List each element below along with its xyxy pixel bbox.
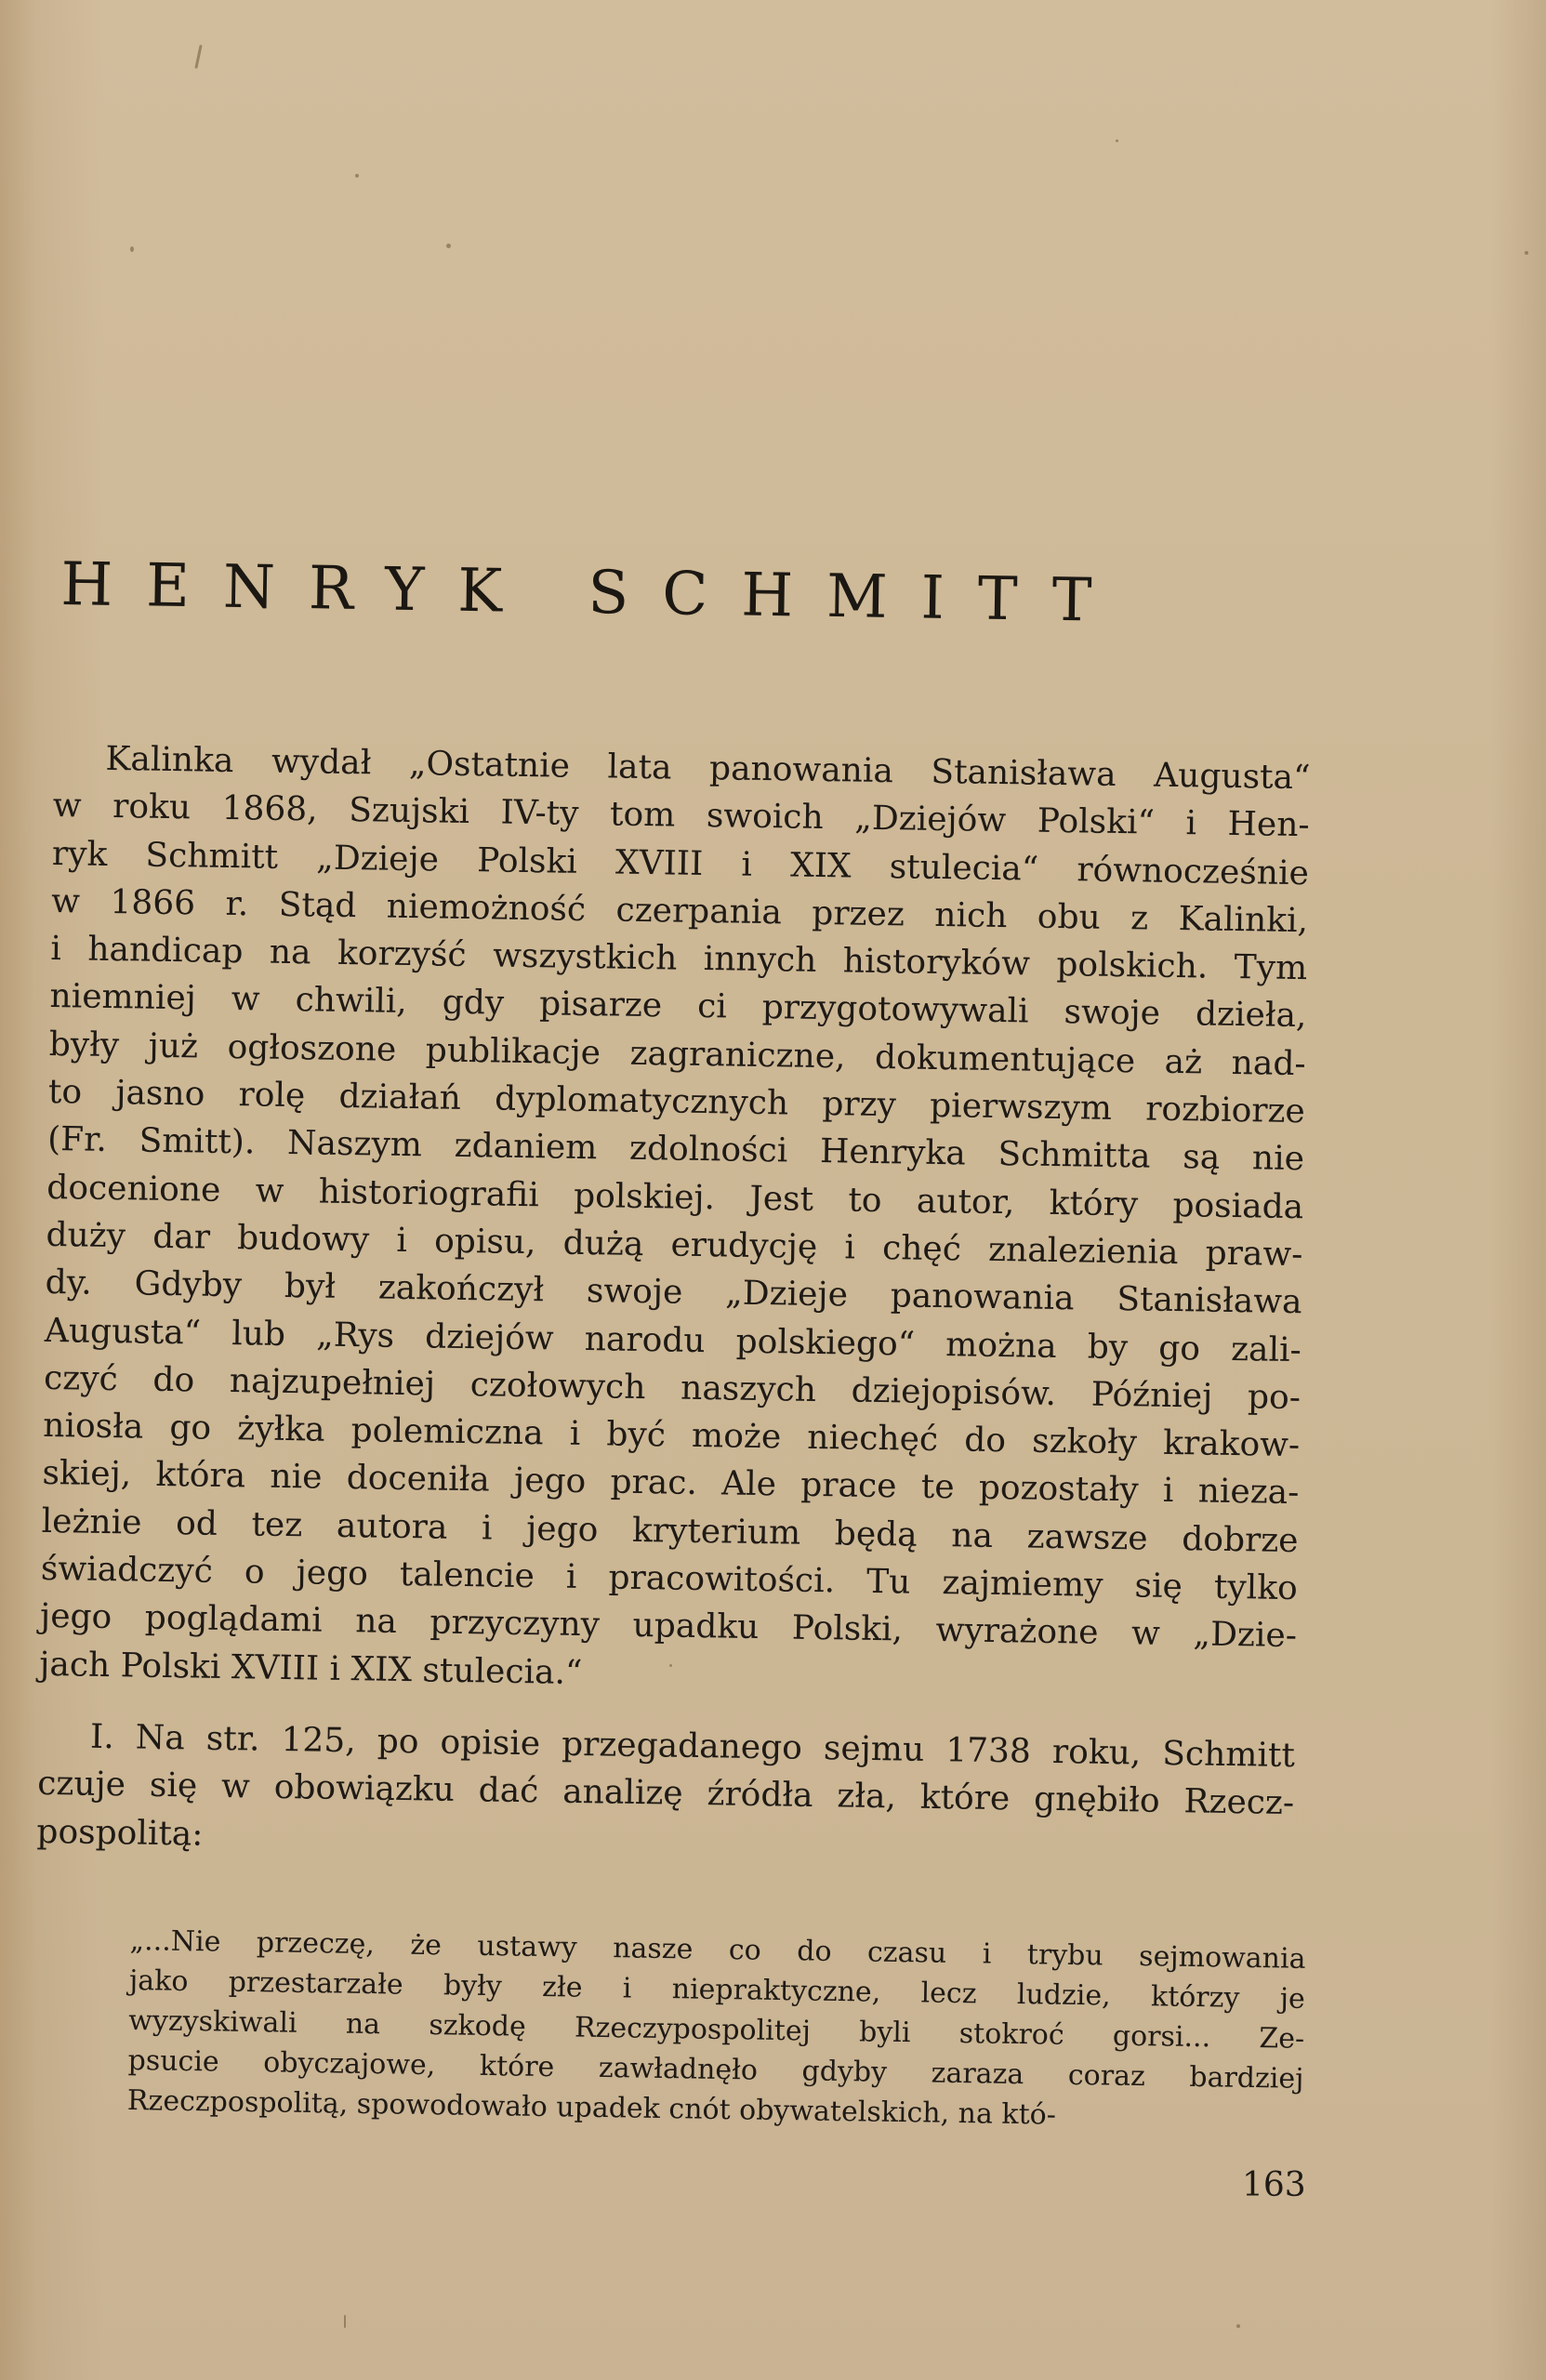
paragraph <box>39 734 1311 1708</box>
text-line: w roku 1868, Szujski IV-ty tom swoich „Dziejów Polski“ i Hen- <box>52 787 1310 845</box>
text-line: w 1866 r. Stąd niemożność czerpania przez nich obu z Kalinki, <box>50 881 1309 941</box>
text-line: docenione w historiografii polskiej. Jest to autor, który posiada <box>46 1168 1304 1226</box>
text-line: duży dar budowy i opisu, dużą erudycję i chęć znalezienia praw- <box>46 1215 1303 1275</box>
text-line: jako przestarzałe były złe i niepraktyczne, lecz ludzie, którzy je <box>128 1964 1306 2016</box>
paper-speck <box>1525 251 1528 255</box>
text-line: pospolitą: <box>36 1812 204 1854</box>
text-line: Augusta“ lub „Rys dziejów narodu polskiego“ można by go zali- <box>44 1311 1302 1369</box>
text-line: I. Na str. 125, po opisie przegadanego sejmu 1738 roku, Schmitt <box>89 1717 1296 1776</box>
text-line: (Fr. Smitt). Naszym zdaniem zdolności Henryka Schmitta są nie <box>46 1120 1305 1179</box>
text-line: świadczyć o jego talencie i pracowitości. Tu zajmiemy się tylko <box>40 1549 1299 1608</box>
paragraph <box>36 1712 1295 1875</box>
text-line: czyć do najzupełniej czołowych naszych dziejopisów. Później po- <box>43 1358 1302 1418</box>
text-line: były już ogłoszone publikacje zagraniczne, dokumentujące aż nad- <box>48 1025 1306 1083</box>
page-number: 163 <box>1242 2166 1306 2204</box>
text-line: ryk Schmitt „Dzieje Polski XVIII i XIX stulecia“ równocześnie <box>51 834 1310 892</box>
text-line: niosła go żyłka polemiczna i być może niechęć do szkoły krakow- <box>42 1407 1301 1465</box>
paper-speck <box>344 2315 346 2328</box>
paper-speck <box>355 174 359 178</box>
text-line: czuje się w obowiązku dać analizę źródła zła, które gnębiło Rzecz- <box>36 1765 1295 1823</box>
text-line: to jasno rolę działań dyplomatycznych przy pierwszym rozbiorze <box>47 1073 1306 1131</box>
paper-speck <box>130 246 134 252</box>
text-line: Rzeczpospolitą, spowodowało upadek cnót obywatelskich, na któ- <box>126 2083 1057 2132</box>
paper-speck <box>1116 139 1118 142</box>
text-line: psucie obyczajowe, które zawładnęło gdyby zaraza coraz bardziej <box>127 2043 1304 2096</box>
block-quote <box>127 1921 1306 2139</box>
body-text <box>36 734 1311 1875</box>
text-line: niemniej w chwili, gdy pisarze ci przygotowywali swoje dzieła, <box>49 977 1307 1036</box>
chapter-title: HENRYK SCHMITT <box>59 550 1127 636</box>
text-line: jach Polski XVIII i XIX stulecia.“ <box>38 1645 583 1692</box>
text-line: leżnie od tez autora i jego kryterium będą na zawsze dobrze <box>41 1501 1299 1560</box>
text-line: wyzyskiwali na szkodę Rzeczypospolitej byli stokroć gorsi... Ze- <box>128 2003 1305 2056</box>
paper-speck <box>1236 2324 1240 2328</box>
text-line: i handicap na korzyść wszystkich innych historyków polskich. Tym <box>50 930 1308 988</box>
text-line: Kalinka wydał „Ostatnie lata panowania Stanisława Augusta“ <box>105 739 1311 798</box>
text-line: jego poglądami na przyczyny upadku Polski, wyrażone w „Dzie- <box>39 1597 1298 1656</box>
paper-speck <box>194 45 202 69</box>
paper-speck <box>446 244 451 248</box>
text-line: „...Nie przeczę, że ustawy nasze co do czasu i trybu sejmowania <box>129 1924 1306 1976</box>
text-line: skiej, która nie doceniła jego prac. Ale prace te pozostały i nieza- <box>42 1454 1300 1513</box>
text-line: dy. Gdyby był zakończył swoje „Dzieje panowania Stanisława <box>45 1263 1302 1322</box>
